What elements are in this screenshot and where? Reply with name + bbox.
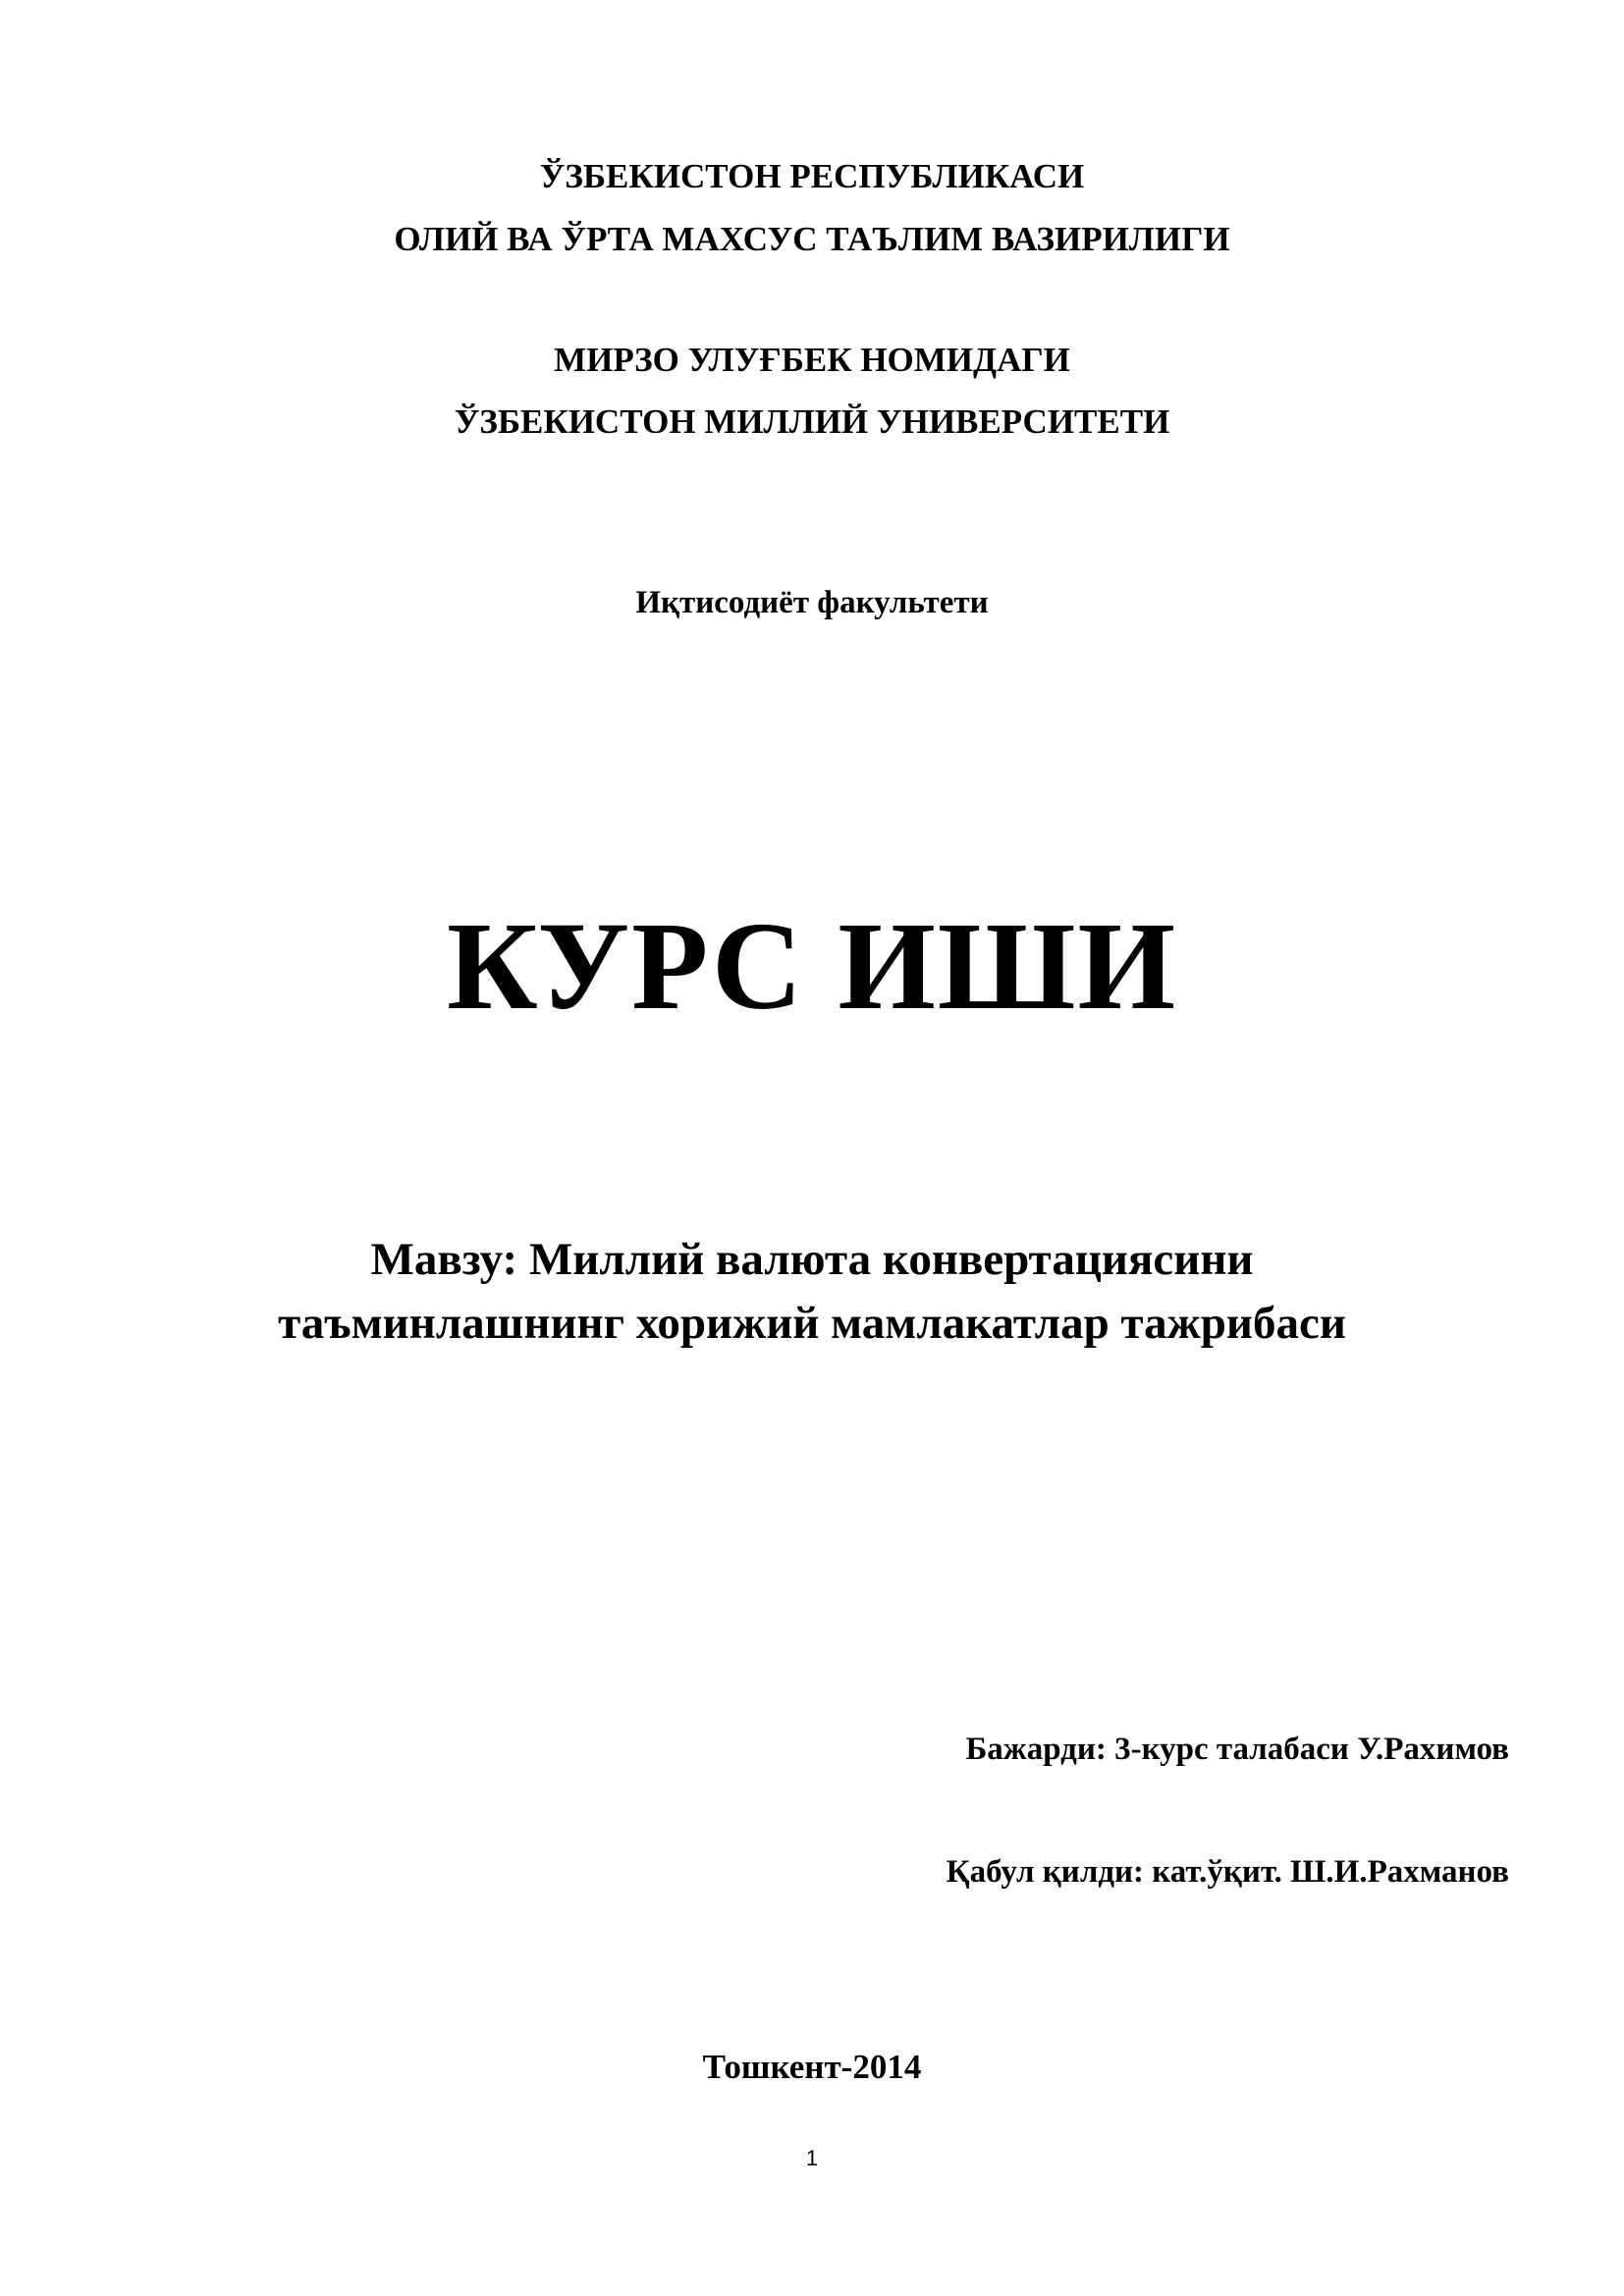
- topic-line-2: таъминлашнинг хорижий мамлакатлар тажрибаси: [278, 1298, 1346, 1349]
- page-number: 1: [805, 2146, 819, 2170]
- republic-heading: ЎЗБЕКИСТОН РЕСПУБЛИКАСИ: [539, 157, 1085, 195]
- named-after-heading: МИРЗО УЛУҒБЕК НОМИДАГИ: [554, 341, 1070, 379]
- document-title: КУРС ИШИ: [446, 896, 1178, 1036]
- performed-by: Бажарди: 3-курс талабаси У.Рахимов: [965, 1732, 1509, 1767]
- accepted-by: Қабул қилди: кат.ўқит. Ш.И.Рахманов: [946, 1854, 1509, 1890]
- faculty-name: Иқтисодиёт факультети: [635, 585, 989, 620]
- university-heading: ЎЗБЕКИСТОН МИЛЛИЙ УНИВЕРСИТЕТИ: [454, 402, 1170, 441]
- ministry-heading: ОЛИЙ ВА ЎРТА МАХСУС ТАЪЛИМ ВАЗИРИЛИГИ: [394, 220, 1230, 258]
- city-year: Тошкент-2014: [702, 2048, 922, 2086]
- topic-line-1: Мавзу: Миллий валюта конвертациясини: [370, 1234, 1254, 1285]
